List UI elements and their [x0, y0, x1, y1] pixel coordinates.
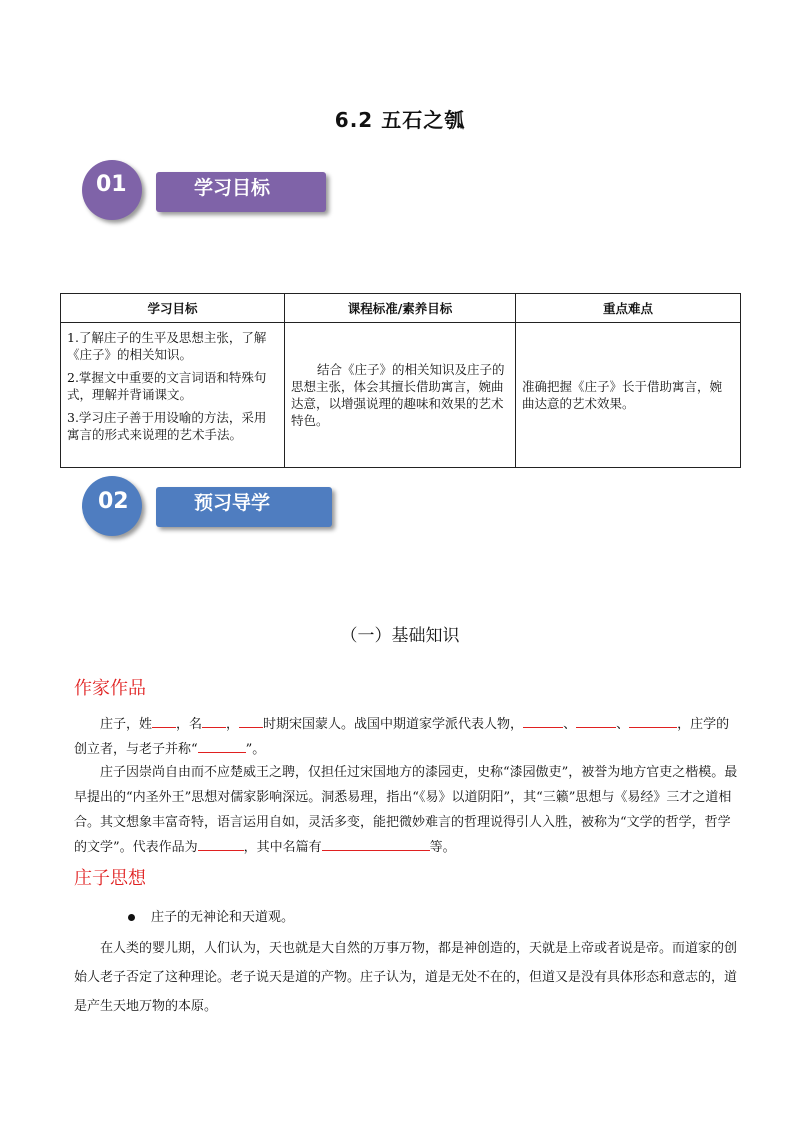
text: 庄子，姓 [100, 717, 153, 732]
subheading: （一）基础知识 [340, 626, 460, 646]
page-title: 6.2 五石之瓠 [334, 108, 466, 132]
text: ，名 [176, 717, 203, 732]
badge-bar: 预习导学 [156, 487, 332, 527]
fill-blank [576, 713, 616, 728]
text: 时期宋国蒙人。战国中期道家学派代表人物， [263, 717, 524, 732]
text: 、 [563, 717, 577, 732]
goal-item: 2.掌握文中重要的文言词语和特殊句式，理解并背诵课文。 [67, 370, 267, 402]
fill-blank [198, 836, 244, 851]
fill-blank [629, 713, 677, 728]
text: ，其中名篇有 [243, 840, 322, 855]
fill-blank [523, 713, 563, 728]
text: 庄子因崇尚自由而不应楚威王之聘，仅担任过宋国地方的漆园吏，史称“漆园傲吏”，被誉为地方官吏之楷模。最早提出的“内圣外王”思想对儒家影响深远。洞悉易理，指出“《易》以道阴阳”，其“三籁”思想与《易经》三才之道相合。其文想象丰富奇特，语言运用自如，灵活多变，能把微妙难言的哲理说得引人入胜，被称为“文学的哲学，哲学的文学”。代表作品为 [74, 765, 738, 855]
thought-paragraph: 在人类的婴儿期，人们认为，天也就是大自然的万事万物，都是神创造的，天就是上帝或者说是帝。而道家的创始人老子否定了这种理论。老子说天是道的产物。庄子认为，道是无处不在的，但道又是没有具体形态和意志的，道是产生天地万物的本原。 [74, 941, 738, 1014]
goals-cell [61, 323, 285, 468]
badge-number: 02 [98, 489, 129, 514]
bullet-dot-icon [128, 914, 135, 921]
table-header: 课程标准/素养目标 [285, 294, 516, 323]
table-header: 学习目标 [61, 294, 285, 323]
text: 等。 [429, 840, 456, 855]
text: 、 [616, 717, 630, 732]
text: ”。 [245, 742, 266, 757]
fill-blank [322, 836, 430, 851]
badge-bar: 学习目标 [156, 172, 326, 212]
fill-blank [239, 713, 263, 728]
fill-blank [202, 713, 226, 728]
heading-zhuangzi-thought: 庄子思想 [74, 868, 146, 889]
fill-blank [152, 713, 176, 728]
author-paragraph-2 [74, 760, 740, 860]
difficulty-cell: 准确把握《庄子》长于借助寓言，婉曲达意的艺术效果。 [516, 323, 741, 468]
bullet-text: 庄子的无神论和天道观。 [151, 910, 295, 925]
text: ， [226, 717, 240, 732]
fill-blank [198, 738, 246, 753]
table-header: 重点难点 [516, 294, 741, 323]
section-badge-01 [82, 160, 342, 230]
goal-item: 1.了解庄子的生平及思想主张，了解《庄子》的相关知识。 [67, 330, 267, 362]
badge-number: 01 [96, 172, 127, 197]
section-badge-02 [82, 476, 342, 546]
author-paragraph-1 [74, 712, 740, 762]
bullet-item [128, 906, 294, 925]
learning-goals-table [60, 293, 741, 468]
heading-author-works: 作家作品 [74, 678, 146, 699]
goal-item: 3.学习庄子善于用设喻的方法，采用寓言的形式来说理的艺术手法。 [67, 410, 267, 442]
standard-cell: 结合《庄子》的相关知识及庄子的思想主张，体会其擅长借助寓言，婉曲达意，以增强说理的趣味和效果的艺术特色。 [285, 323, 516, 468]
text: ，庄学的创立者，与老子并称“ [74, 717, 730, 757]
